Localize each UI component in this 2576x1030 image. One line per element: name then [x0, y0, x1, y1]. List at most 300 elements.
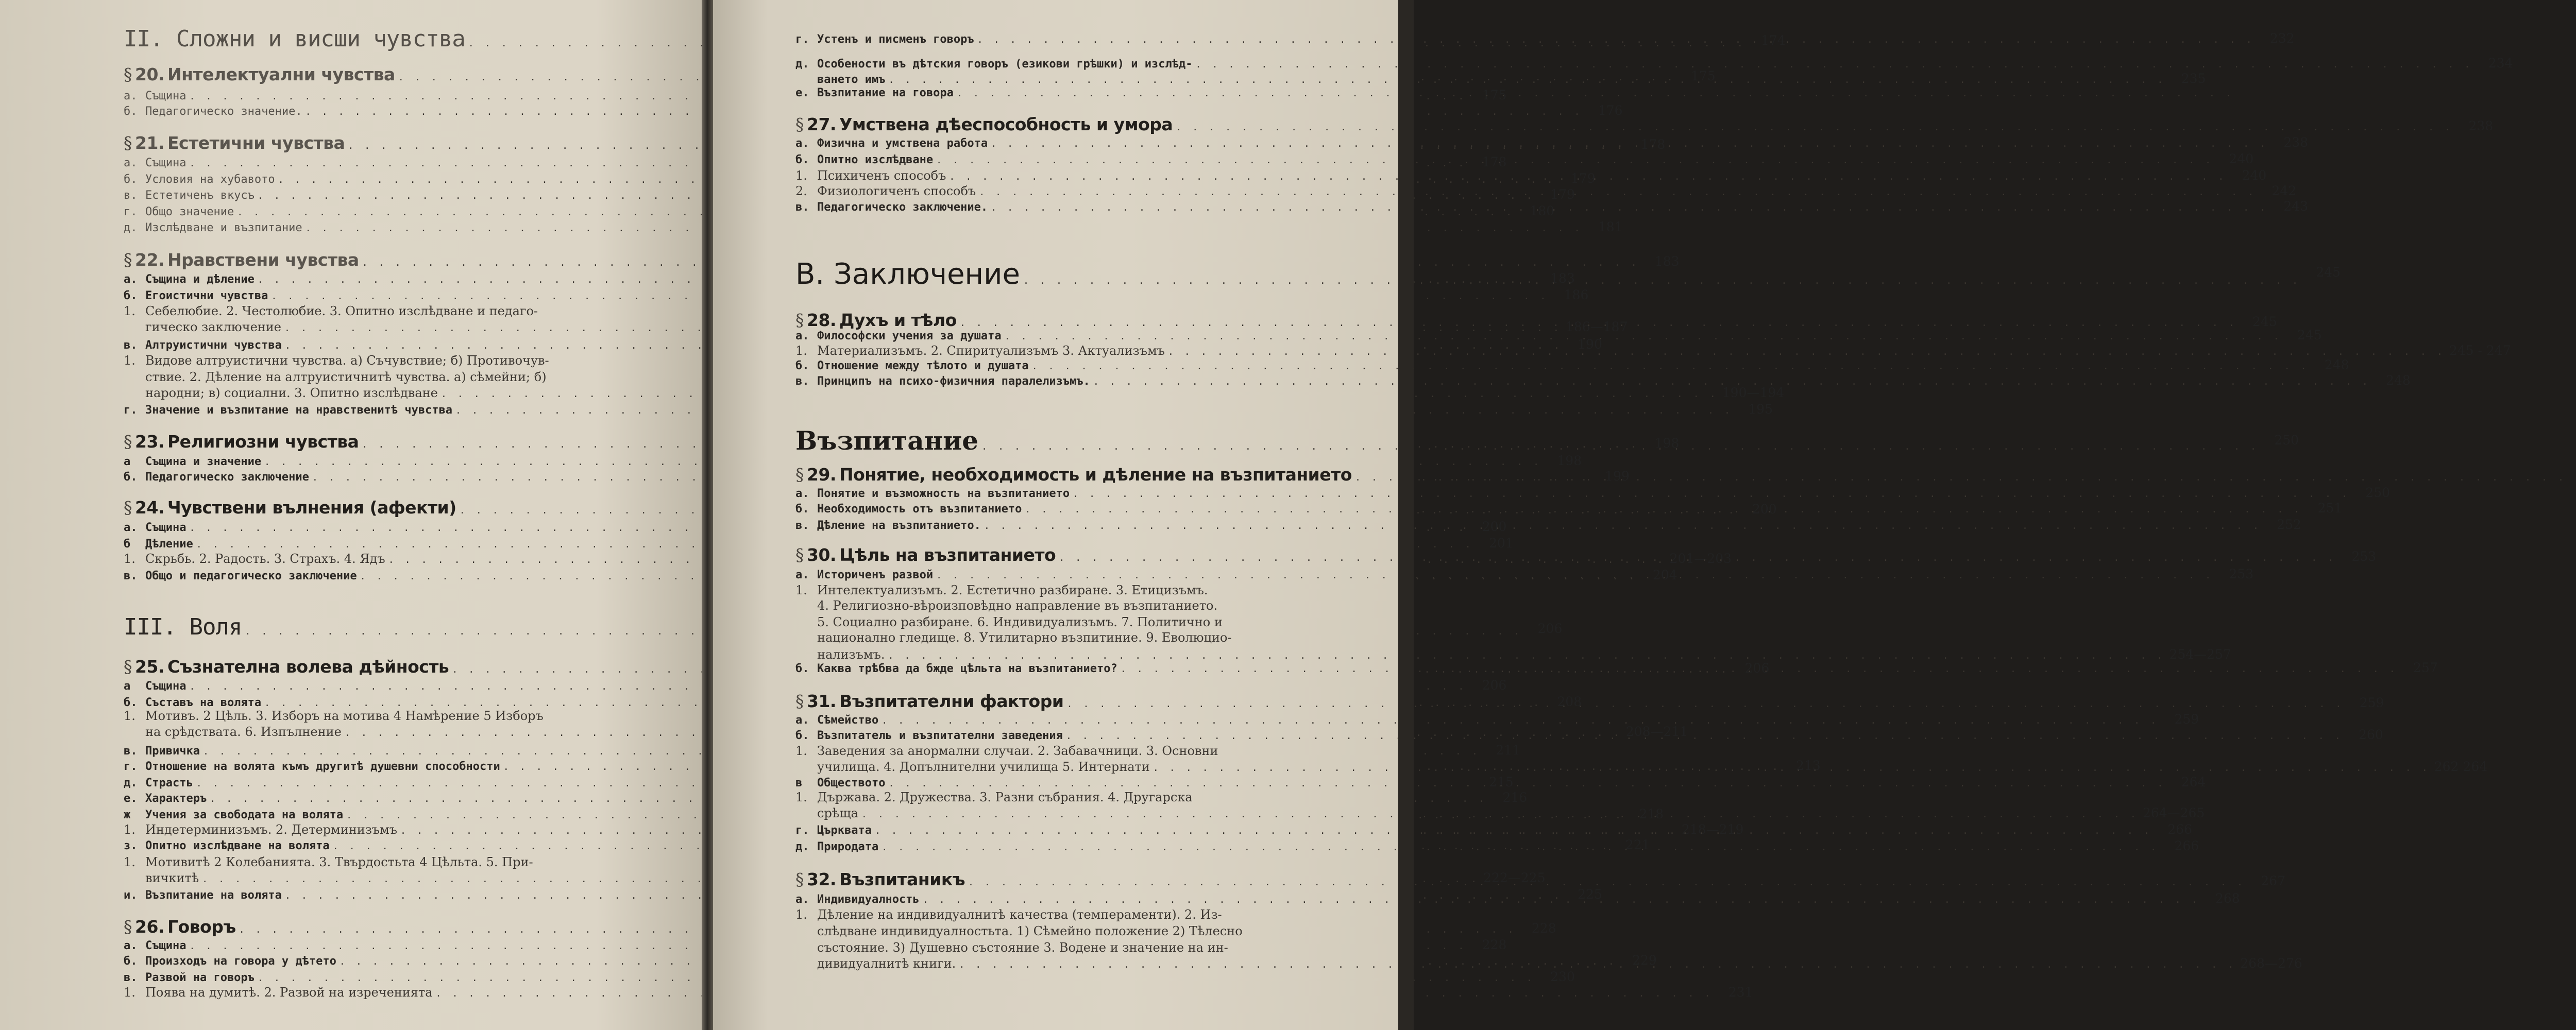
item-text: Педагогическо значение.: [145, 105, 302, 118]
subitem-label: 1.: [124, 709, 135, 723]
page-number: 198: [1654, 436, 1680, 451]
dot-leader: [933, 153, 2214, 166]
page-number: 264: [2181, 775, 2206, 789]
item-label: б.: [795, 153, 809, 166]
item-label: в.: [124, 339, 138, 352]
toc-row: [124, 536, 1514, 551]
dot-leader: [988, 201, 2269, 214]
subitem-text: Дѣление на индивидуалнитѣ качества (темпераменти). 2. Из-: [817, 907, 1222, 922]
dot-leader: [1063, 729, 2344, 742]
section-title: Естетични чувства: [167, 133, 345, 153]
toc-row: [795, 647, 2231, 662]
page-number: 218—219: [1681, 822, 1744, 837]
section-sign: §: [124, 497, 132, 518]
item-text: Значение и възпитание на нравственитѣ чувства: [145, 404, 453, 417]
toc-item: [124, 105, 302, 118]
item-text: Съставъ на волята: [145, 696, 262, 709]
page-number: 238: [2283, 135, 2309, 150]
item-label: б: [124, 538, 131, 551]
toc-item: [124, 157, 186, 169]
section-title: Религиозни чувства: [167, 432, 359, 452]
toc-item: [124, 939, 186, 952]
section-number: 21.: [135, 133, 164, 153]
item-text: Страсть: [145, 777, 193, 789]
item-text: Характеръ: [145, 792, 207, 805]
item-text: Естетиченъ вкусъ: [145, 189, 255, 202]
page-number: 211: [1496, 743, 1520, 758]
item-label: а.: [124, 521, 138, 534]
page-number: 206: [1537, 621, 1563, 636]
page-number: 175: [1690, 68, 1716, 83]
item-text: Педагогическо заключение: [145, 471, 309, 484]
toc-item: [795, 662, 1117, 675]
page-number: 235: [2181, 71, 2206, 86]
toc-continuation: национално гледище. 8. Утилитарно възпитиние. 9. Еволюцио-: [817, 630, 1232, 645]
dot-leader: [954, 87, 2235, 99]
section-sign: §: [124, 64, 132, 84]
subitem-text: Заведения за анормални случаи. 2. Забавачници. 3. Основни: [817, 744, 1218, 758]
page-number: 206: [1482, 678, 1507, 693]
chapter-heading: В. Заключение: [795, 258, 1020, 291]
page-number: 242: [2272, 183, 2297, 198]
section-heading: [124, 133, 345, 153]
page-number: 178: [1640, 137, 1666, 152]
toc-item: [124, 809, 343, 821]
item-text: Същина: [145, 680, 187, 693]
toc-row: [795, 485, 2391, 500]
item-text: Същина и значение: [145, 455, 262, 468]
page-number: 240: [2229, 151, 2254, 166]
section-sign: §: [124, 917, 132, 937]
toc-item: [124, 538, 193, 551]
dot-leader: [1150, 761, 2431, 774]
toc-continuation: 4. Религиозно-вѣроизповѣдно направление въ възпитанието.: [817, 598, 1218, 613]
page-number: 228: [1482, 937, 1507, 952]
dot-leader: [1029, 359, 2310, 372]
subitem-text: Психиченъ способъ: [817, 168, 946, 183]
toc-item: [795, 201, 988, 214]
toc-continuation: 5. Социално разбиране. 6. Индивидуализъмъ. 7. Политично и: [817, 615, 1223, 629]
item-label: г.: [124, 404, 138, 417]
page-number: 225: [1578, 887, 1602, 902]
item-text: Егоистични чувства: [145, 289, 268, 302]
item-label: д.: [795, 58, 809, 71]
item-label: в.: [124, 189, 138, 202]
dot-leader: [988, 137, 2269, 150]
toc-row: [124, 250, 1680, 270]
page-number: 253: [2351, 549, 2377, 564]
item-label: а.: [795, 137, 809, 150]
dot-leader: [878, 714, 2160, 727]
toc-row: [124, 304, 665, 318]
page-number: 180: [1530, 203, 1555, 218]
toc-row: [795, 907, 1331, 922]
section-sign: §: [124, 432, 132, 452]
section-number: 28.: [807, 310, 836, 330]
page-number: 234: [2488, 56, 2513, 71]
toc-item: [124, 404, 452, 417]
toc-row: [124, 219, 1623, 234]
section-title: Съзнателна волева дѣйность: [167, 657, 449, 677]
toc-row: [795, 583, 1331, 597]
toc-item: [795, 58, 1192, 71]
page-number: 208: [1557, 694, 1582, 709]
toc-row: [795, 744, 1331, 758]
page-number: 250: [2274, 433, 2299, 448]
dot-leader: [965, 876, 2246, 888]
item-label: в.: [795, 375, 809, 388]
item-text: Философски учения за душата: [817, 330, 1002, 342]
toc-row: [795, 373, 2411, 388]
subitem-text: Скрьбь. 2. Радость. 3. Страхъ. 4. Ядъ: [145, 552, 385, 566]
toc-subitem: [124, 709, 544, 723]
item-label: б.: [124, 289, 138, 302]
item-text: Принципъ на психо-физичния паралелизъмъ.: [817, 375, 1090, 388]
item-label: г.: [124, 760, 138, 773]
subitem-label: 1.: [795, 790, 807, 804]
item-text: Устенъ и писменъ говоръ: [817, 33, 974, 46]
toc-subitem: [795, 907, 1222, 922]
subitem-label: 1.: [795, 907, 807, 922]
toc-item: [124, 521, 186, 534]
item-text: Историченъ развой: [817, 569, 934, 581]
page-number: 213: [1795, 758, 1821, 773]
section-heading: [795, 465, 1352, 485]
toc-row: [795, 630, 1331, 645]
item-text: Индивидуалность: [817, 893, 920, 906]
item-text: Обществото: [817, 777, 886, 789]
page-number: 245 - 247: [2449, 343, 2511, 358]
item-label: и.: [124, 889, 138, 902]
section-number: 31.: [807, 691, 836, 711]
page-number: 266: [2167, 822, 2192, 837]
item-text: Понятие и възможность на възпитанието: [817, 487, 1070, 500]
toc-item: [124, 839, 330, 852]
page-number: 251: [2317, 501, 2343, 516]
page-number: 190: [1578, 337, 1602, 352]
item-label: а.: [124, 939, 138, 952]
item-text: Сѣмейство: [817, 714, 879, 727]
item-label: д.: [795, 840, 809, 853]
dot-leader: [946, 170, 2227, 183]
toc-row: [795, 712, 2199, 727]
toc-item: [124, 339, 282, 352]
item-label: б.: [124, 696, 138, 709]
subitem-text: Поява на думитѣ. 2. Развой на изреченията: [145, 985, 433, 1000]
item-label: з.: [124, 839, 138, 852]
page-number: 259: [2359, 695, 2384, 710]
toc-row: [795, 357, 2349, 372]
toc-subitem: [795, 790, 1193, 804]
subitem-label: 1.: [795, 744, 807, 758]
page-number: 260: [2359, 727, 2383, 742]
page-number: 230: [1550, 969, 1575, 984]
item-label: г.: [795, 824, 809, 837]
page-number: 245: [2297, 328, 2322, 342]
toc-item: [795, 729, 1063, 742]
section-title: Цѣль на възпитанието: [839, 545, 1056, 565]
item-text: Физична и умствена работа: [817, 137, 988, 150]
page-number: 229: [1632, 953, 1657, 968]
item-label: б.: [795, 503, 809, 516]
page-number: 179: [1550, 187, 1575, 202]
toc-subitem: [124, 822, 397, 837]
dot-leader: [1192, 58, 2473, 71]
item-label: в.: [795, 519, 809, 532]
item-text: Алтруистични чувства: [145, 339, 282, 352]
section-number: 26.: [135, 917, 164, 937]
toc-item: [795, 714, 878, 727]
item-label: а.: [795, 714, 809, 727]
page-number: 250: [2365, 485, 2391, 500]
dot-leader: [1063, 697, 2345, 710]
item-label: а: [124, 455, 131, 468]
page-number: 186—187: [1565, 319, 1628, 334]
toc-continuation: училища. 4. Допълнителни училища 5. Интернати: [817, 760, 1150, 774]
dot-leader: [981, 519, 2262, 532]
item-text: Необходимость отъ възпитанието: [817, 503, 1022, 516]
page-number: 179: [1570, 171, 1596, 186]
item-text: Дѣление: [145, 538, 193, 551]
section-heading: [795, 114, 1173, 134]
item-text: Дѣление на възпитанието.: [817, 519, 981, 532]
section-sign: §: [124, 133, 132, 153]
toc-item: [124, 273, 255, 286]
page-number: 243: [2283, 199, 2309, 214]
page-number: 183: [1550, 271, 1575, 286]
item-text: Отношение на волята къмъ другитѣ душевни способности: [145, 760, 500, 773]
item-text: Учения за свободата на волята: [145, 809, 344, 821]
dot-leader: [1165, 345, 2446, 358]
page-number: 254—257: [2169, 647, 2231, 662]
item-label: г.: [795, 33, 809, 46]
dot-leader: [1022, 503, 2303, 516]
toc-row: [124, 103, 1623, 118]
toc-row: [795, 940, 1331, 955]
subitem-label: 1.: [124, 353, 135, 368]
toc-row: [795, 924, 1331, 938]
page-number: 268: [2215, 891, 2240, 906]
dot-leader: [1056, 551, 2337, 564]
dot-leader: [933, 569, 2214, 581]
item-label: д.: [124, 777, 138, 789]
toc-row: [124, 271, 1575, 286]
item-label: б.: [795, 729, 809, 742]
item-text: Каква трѣбва да бжде цѣльта на възпитанието?: [817, 662, 1117, 675]
item-text: Природата: [817, 840, 879, 853]
part-heading: III. Воля: [124, 614, 242, 640]
section-title: Говоръ: [167, 917, 236, 937]
toc-row: [124, 453, 1582, 468]
section-heading: [124, 917, 236, 937]
toc-item: [124, 471, 309, 484]
toc-subitem: [795, 344, 1165, 358]
toc-item: [124, 189, 255, 202]
item-label: е.: [124, 792, 138, 805]
toc-item: [795, 569, 933, 581]
dot-leader: [920, 893, 2201, 906]
item-label: ж: [124, 809, 131, 821]
subitem-label: 1.: [124, 855, 135, 869]
item-label: д.: [124, 221, 138, 234]
toc-continuation: състояние. 3) Душевно състояние 3. Водене и значение на ин-: [817, 940, 1228, 955]
page-number: 218: [1639, 806, 1664, 821]
section-sign: §: [795, 310, 804, 330]
section-number: 23.: [135, 432, 164, 452]
toc-continuation: нализъмъ.: [817, 647, 885, 662]
book-gutter: [702, 0, 713, 1030]
page-number: 201: [1488, 536, 1514, 551]
page-number: 199: [1605, 469, 1630, 484]
section-heading: [795, 545, 1056, 565]
section-sign: §: [795, 691, 804, 711]
page-number: 257: [2413, 660, 2438, 675]
toc-subitem: [124, 855, 533, 869]
item-label: в.: [124, 570, 138, 582]
toc-item: [795, 503, 1022, 516]
section-number: 32.: [807, 869, 836, 889]
toc-row: [124, 353, 665, 368]
page-number: 232: [2269, 31, 2295, 46]
page-number: 175: [1482, 88, 1507, 102]
item-text: Особености въ дѣтския говоръ (езикови грѣшки) и изслѣд-: [817, 58, 1193, 71]
toc-row: [124, 385, 1785, 400]
item-label: в.: [795, 201, 809, 214]
subitem-text: Физиологиченъ способъ: [817, 184, 976, 198]
toc-item: [124, 696, 261, 709]
item-text: Същина: [145, 939, 187, 952]
item-label: в: [795, 777, 803, 789]
subitem-text: Индетерминизъмъ. 2. Детерминизъмъ: [145, 822, 397, 837]
section-sign: §: [795, 114, 804, 134]
dot-leader: [1117, 662, 2399, 675]
section-title: Възпитаникъ: [839, 869, 965, 889]
toc-item: [124, 760, 500, 773]
part-heading: II. Сложни и висши чувства: [124, 26, 465, 52]
toc-item: [124, 792, 207, 805]
page-number: 178: [1482, 154, 1507, 169]
subitem-label: 1.: [124, 552, 135, 566]
item-text: Опитно изслѣдване на волята: [145, 839, 330, 852]
toc-row: [795, 87, 1331, 99]
subitem-label: 1.: [124, 822, 135, 837]
toc-row: [124, 678, 1507, 693]
item-text: Опитно изслѣдване: [817, 153, 934, 166]
page-number: 228: [1531, 921, 1556, 936]
section-number: 30.: [807, 545, 836, 565]
toc-item: [124, 90, 186, 102]
dot-leader: [976, 185, 2257, 198]
item-text: Възпитание на говора: [817, 87, 954, 99]
page-number: 195: [1748, 402, 1773, 417]
table-edge: [1398, 0, 1414, 1030]
page-number: 183: [1654, 254, 1680, 269]
item-label: а.: [124, 157, 138, 169]
page-number: 200: [1482, 519, 1507, 534]
item-text: ването имъ: [817, 73, 886, 86]
toc-item: [124, 205, 234, 218]
section-number: 27.: [807, 114, 836, 134]
section-title: Възпитателни фактори: [839, 691, 1064, 711]
item-text: Същина и дѣление: [145, 273, 255, 286]
page-number: 245: [2252, 314, 2277, 329]
toc-item: [795, 87, 954, 99]
page-number: 248: [2386, 373, 2411, 388]
section-number: 25.: [135, 657, 164, 677]
item-text: Общо значение: [145, 205, 234, 218]
dot-leader: [872, 824, 2153, 837]
page-number: 222—225: [1483, 870, 1546, 885]
section-title: Чувствени вълнения (афекти): [167, 497, 456, 518]
dot-leader: [1070, 487, 2351, 500]
item-label: г.: [124, 205, 138, 218]
page-number: 190—194: [1722, 385, 1785, 400]
dot-leader: [878, 840, 2160, 853]
toc-item: [795, 73, 885, 86]
page-number: 262 264: [2434, 759, 2488, 774]
toc-item: [124, 745, 200, 758]
item-label: а: [124, 680, 131, 693]
section-number: 22.: [135, 250, 164, 270]
dot-leader: [1020, 274, 2301, 287]
section-title: Умствена дѣеспособность и умора: [839, 114, 1173, 134]
section-heading: [124, 64, 395, 84]
item-label: а.: [795, 569, 809, 581]
item-text: Възпитатель и възпитателни заведения: [817, 729, 1063, 742]
item-label: а.: [795, 330, 809, 342]
subitem-text: Себелюбие. 2. Честолюбие. 3. Опитно изслѣдване и педаго-: [145, 304, 538, 318]
toc-continuation: слѣдване индивидуалностьта. 1) Сѣмейно положение 2) Тѣлесно: [817, 924, 1243, 938]
page-number: 181: [1598, 219, 1623, 234]
section-number: 24.: [135, 497, 164, 518]
item-label: а.: [795, 893, 809, 906]
item-label: б.: [124, 173, 138, 186]
toc-item: [795, 824, 872, 837]
subitem-label: 2.: [795, 184, 807, 198]
item-label: б.: [124, 105, 138, 118]
toc-continuation: гическо заключение: [145, 320, 281, 334]
dot-leader: [1352, 471, 2576, 484]
toc-item: [124, 889, 282, 902]
page-number: 176: [1598, 103, 1623, 118]
toc-subitem: [795, 583, 1208, 597]
toc-row: [124, 969, 1575, 984]
item-label: а.: [795, 487, 809, 500]
toc-subitem: [124, 353, 549, 368]
page-number: 238: [2468, 118, 2494, 133]
page-number: 266: [2174, 838, 2199, 853]
section-title: Интелектуални чувства: [167, 64, 395, 84]
item-text: Развой на говоръ: [145, 971, 255, 984]
toc-item: [124, 570, 357, 582]
toc-subitem: [795, 168, 946, 183]
page-number: 253: [2229, 566, 2254, 581]
section-heading: [795, 869, 965, 889]
item-label: б.: [124, 471, 138, 484]
item-label: б.: [795, 662, 809, 675]
page-number: 252: [2277, 517, 2301, 532]
item-text: Отношение между тѣлото и душата: [817, 359, 1029, 372]
toc-row: [124, 855, 665, 869]
toc-item: [124, 955, 336, 968]
item-text: Условия на хубавото: [145, 173, 275, 186]
page-number: 200: [1752, 502, 1777, 517]
dot-leader: [1002, 330, 2283, 342]
toc-continuation: вичкитѣ: [145, 871, 199, 885]
dot-leader: [858, 808, 2140, 820]
toc-item: [124, 777, 193, 789]
toc-row: [124, 287, 1589, 302]
